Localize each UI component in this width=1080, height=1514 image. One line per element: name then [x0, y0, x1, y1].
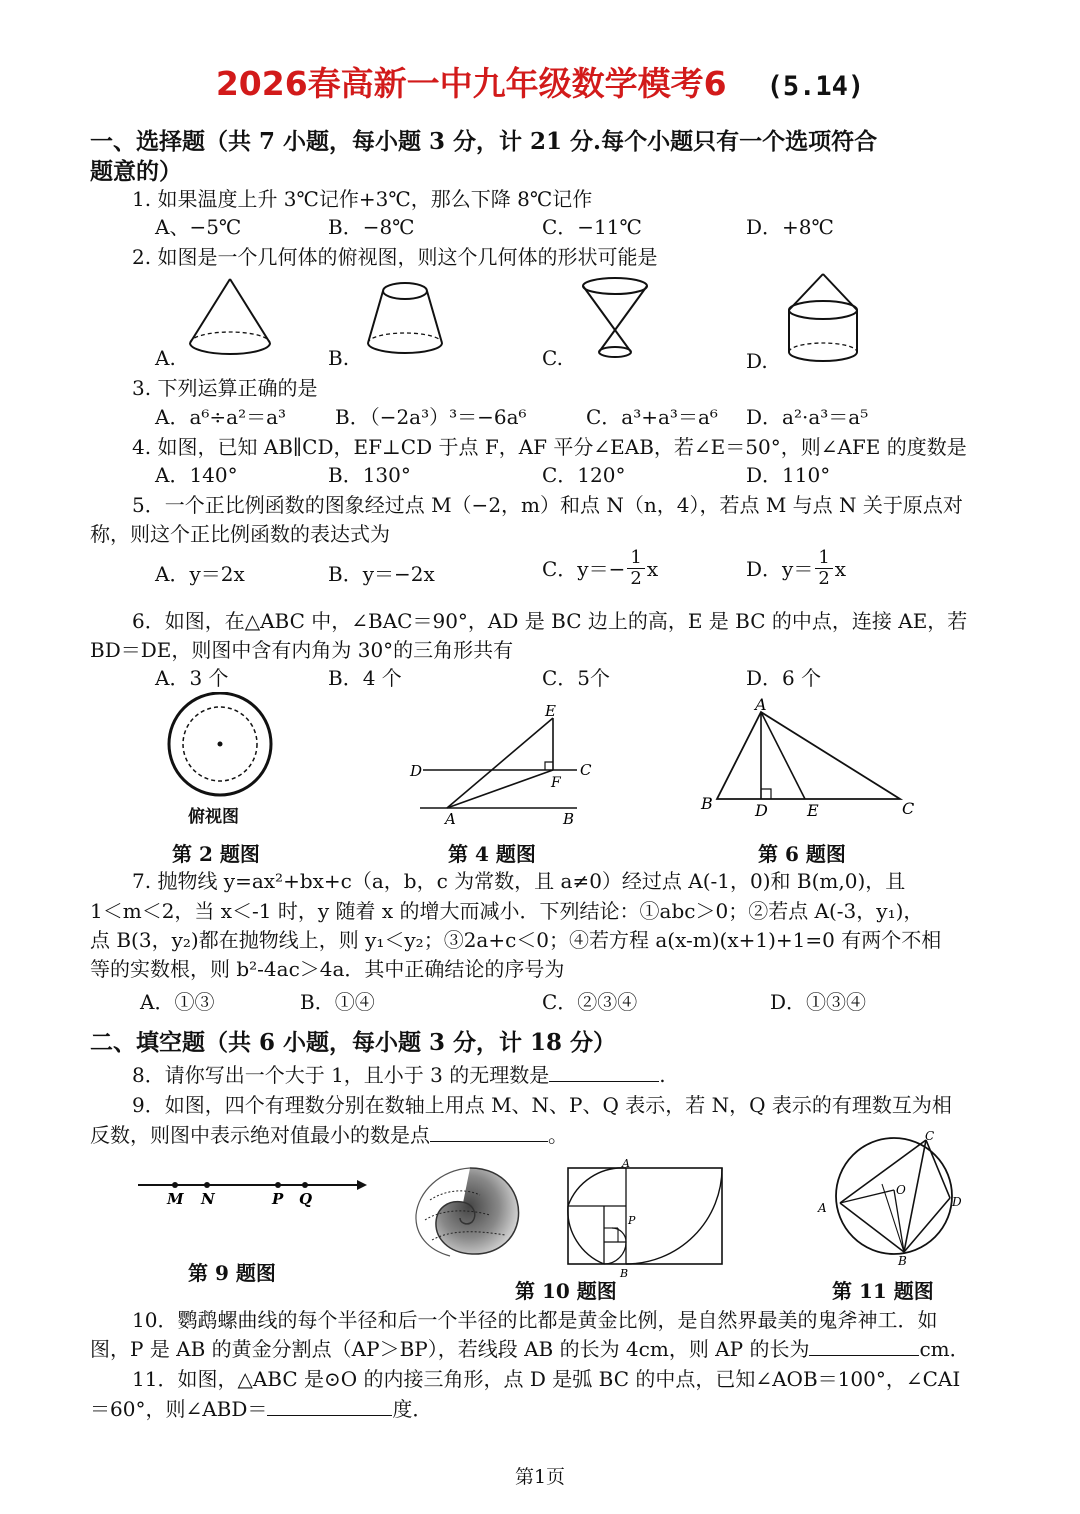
- question-9-end: 。: [548, 1123, 568, 1147]
- fig9-point-label: M: [167, 1190, 184, 1208]
- q4-option-b: B．130°: [328, 463, 411, 487]
- q2-option-b: B.: [328, 346, 350, 370]
- q7-option-d: D．①③④: [770, 990, 867, 1014]
- q5-option-c-text: C．y＝−: [542, 556, 626, 581]
- nautilus-shell-image: [410, 1160, 525, 1260]
- question-4-stem: 4. 如图，已知 AB∥CD，EF⊥CD 于点 F，AF 平分∠EAB，若∠E＝50°，则∠AFE 的度数是: [132, 435, 967, 459]
- fraction-numerator: 1: [815, 548, 832, 569]
- q7-option-c: C．②③④: [542, 990, 638, 1014]
- q2-frustum-figure: [360, 275, 450, 365]
- question-5-stem-cont: 称，则这个正比例函数的表达式为: [90, 522, 390, 546]
- page-number: 第1页: [514, 1466, 566, 1488]
- q9-answer-blank[interactable]: [430, 1121, 548, 1142]
- exam-title: 2026春高新一中九年级数学模考6: [215, 64, 727, 103]
- question-2-stem: 2. 如图是一个几何体的俯视图，则这个几何体的形状可能是: [132, 245, 658, 269]
- q4-option-d: D．110°: [746, 463, 831, 487]
- question-11-end: 度．: [392, 1397, 433, 1421]
- question-6-stem-cont: BD＝DE，则图中含有内角为 30°的三角形共有: [90, 638, 514, 662]
- question-10-stem-cont: 图，P 是 AB 的黄金分割点（AP＞BP），若线段 AB 的长为 4cm，则 AP 的长为: [90, 1337, 810, 1361]
- question-6-stem: 6．如图，在△ABC 中，∠BAC＝90°，AD 是 BC 边上的高，E 是 BC 的中点，连接 AE，若: [132, 609, 968, 633]
- q1-option-a: A、−5℃: [155, 215, 242, 239]
- fig9-point-label: P: [272, 1190, 284, 1208]
- question-9-stem-cont: 反数，则图中表示绝对值最小的数是点: [90, 1123, 430, 1147]
- q4-option-c: C．120°: [542, 463, 626, 487]
- exam-date: (5.14): [766, 71, 865, 102]
- question-10-cont: [90, 1334, 970, 1364]
- q5-option-c: [542, 548, 658, 589]
- q3-option-a: A．a⁶÷a²＝a³: [155, 405, 287, 429]
- question-7-line-4: 等的实数根，则 b²-4ac＞4a．其中正确结论的序号为: [90, 957, 565, 981]
- question-11-stem-cont: ＝60°，则∠ABD＝: [90, 1397, 268, 1421]
- q6-option-d: D．6 个: [746, 666, 822, 690]
- q6-option-c: C．5个: [542, 666, 611, 690]
- fig6-point-label: C: [902, 799, 915, 818]
- question-11-stem: 11．如图，△ABC 是⊙O 的内接三角形，点 D 是弧 BC 的中点，已知∠AOB＝100°，∠CAI: [132, 1367, 961, 1391]
- fig2-top-view: [160, 692, 280, 802]
- section-heading-choice-cont: 题意的）: [90, 158, 182, 185]
- q6-option-b: B．4 个: [328, 666, 402, 690]
- q7-option-b: B．①④: [300, 990, 375, 1014]
- fig10-caption: 第 10 题图: [515, 1279, 617, 1303]
- q1-option-c: C．−11℃: [542, 215, 642, 239]
- fraction-numerator: 1: [627, 548, 644, 569]
- fig10-point-label: B: [620, 1267, 629, 1280]
- fig9-point-label: N: [201, 1190, 215, 1208]
- fig6-point-label: E: [807, 801, 819, 820]
- q5-option-d: [746, 548, 846, 589]
- q2-option-a: A.: [155, 346, 176, 370]
- fig10-point-label: P: [628, 1214, 636, 1227]
- fig6-caption: 第 6 题图: [758, 842, 846, 866]
- question-7-line-3: 点 B(3，y₂)都在抛物线上，则 y₁＜y₂；③2a+c＜0；④若方程 a(x-m)(x+1)+1=0 有两个不相: [90, 928, 942, 952]
- fig10-golden-spiral-figure: [562, 1158, 727, 1283]
- fig4-parallel-lines-figure: [405, 700, 600, 830]
- fig11-point-label: C: [925, 1129, 935, 1143]
- question-1-stem: 1. 如果温度上升 3℃记作+3℃，那么下降 8℃记作: [132, 187, 593, 211]
- fig11-point-label: A: [818, 1201, 827, 1215]
- q2-option-c: C.: [542, 346, 563, 370]
- fig10-point-label: A: [622, 1158, 630, 1170]
- q5-option-b: B．y＝−2x: [328, 562, 435, 586]
- section-heading-fill: 二、填空题（共 6 小题，每小题 3 分，计 18 分）: [90, 1029, 617, 1056]
- fig11-caption: 第 11 题图: [832, 1279, 934, 1303]
- fig6-point-label: A: [755, 695, 767, 714]
- fig2-caption: 第 2 题图: [172, 842, 260, 866]
- q2-cone-on-cylinder-figure: [783, 270, 863, 370]
- question-7-line-2: 1＜m＜2，当 x＜-1 时，y 随着 x 的增大而减小．下列结论：①abc＞0；②若点 A(-3，y₁)，: [90, 899, 924, 923]
- q11-answer-blank[interactable]: [267, 1395, 392, 1416]
- q10-answer-blank[interactable]: [809, 1335, 919, 1356]
- question-9-cont: [90, 1120, 568, 1150]
- q7-option-a: A．①③: [140, 990, 215, 1014]
- q5-option-d-text: D．y＝: [746, 556, 814, 581]
- q2-cone-figure: [180, 275, 280, 365]
- question-9-stem: 9．如图，四个有理数分别在数轴上用点 M、N、P、Q 表示，若 N，Q 表示的有理数互为相: [132, 1093, 952, 1117]
- fig4-point-label: B: [563, 810, 575, 828]
- fig11-point-label: O: [896, 1183, 906, 1197]
- fig9-point-label: Q: [299, 1190, 313, 1208]
- q2-double-cone-figure: [575, 272, 655, 362]
- page-title: [0, 58, 1080, 105]
- fraction-denominator: 2: [630, 568, 642, 589]
- fig4-caption: 第 4 题图: [448, 842, 536, 866]
- q1-option-b: B．−8℃: [328, 215, 415, 239]
- q3-option-d: D．a²·a³＝a⁵: [746, 405, 869, 429]
- fraction-denominator: 2: [818, 568, 830, 589]
- q2-option-d: D.: [746, 349, 768, 373]
- fig4-point-label: D: [410, 762, 423, 780]
- fig4-point-label: C: [580, 761, 592, 779]
- q5-option-a: A．y＝2x: [155, 562, 245, 586]
- fig4-point-label: A: [445, 810, 456, 828]
- fig11-circle-figure: [812, 1128, 972, 1268]
- question-7-line-1: 7. 抛物线 y=ax²+bx+c（a，b，c 为常数，且 a≠0）经过点 A(-1，0)和 B(m,0)，且: [132, 869, 906, 893]
- q5-option-d-fraction: [815, 548, 832, 589]
- fig4-point-label: F: [551, 775, 561, 791]
- q3-option-b: B．（−2a³）³＝−6a⁶: [335, 405, 527, 429]
- fig4-point-label: E: [545, 702, 556, 720]
- q5-option-c-fraction: [627, 548, 644, 589]
- q1-option-d: D．+8℃: [746, 215, 834, 239]
- question-5-stem: 5．一个正比例函数的图象经过点 M（−2，m）和点 N（n，4），若点 M 与点 N 关于原点对: [132, 493, 963, 517]
- fig6-point-label: D: [755, 801, 768, 820]
- q8-answer-blank[interactable]: [549, 1061, 659, 1082]
- fig11-point-label: D: [952, 1195, 962, 1209]
- fig6-triangle-figure: [695, 694, 925, 824]
- fig2-label: 俯视图: [188, 807, 239, 827]
- fraction-variable: x: [834, 556, 847, 581]
- fig6-point-label: B: [701, 794, 713, 813]
- question-8-end: .: [659, 1063, 666, 1087]
- fig11-point-label: B: [898, 1254, 907, 1268]
- section-heading-choice: 一、选择题（共 7 小题，每小题 3 分，计 21 分.每个小题只有一个选项符合: [90, 128, 878, 155]
- q6-option-a: A．3 个: [155, 666, 229, 690]
- question-10-stem: 10．鹦鹉螺曲线的每个半径和后一个半径的比都是黄金比例，是自然界最美的鬼斧神工．如: [132, 1308, 938, 1332]
- q3-option-c: C．a³+a³＝a⁶: [586, 405, 718, 429]
- question-8: [132, 1060, 666, 1090]
- question-10-end: cm．: [919, 1337, 970, 1361]
- question-11-cont: [90, 1394, 432, 1424]
- question-3-stem: 3. 下列运算正确的是: [132, 376, 318, 400]
- fraction-variable: x: [646, 556, 659, 581]
- fig9-number-line: [135, 1170, 370, 1210]
- q4-option-a: A．140°: [155, 463, 238, 487]
- fig9-caption: 第 9 题图: [188, 1261, 276, 1285]
- question-8-stem: 8．请你写出一个大于 1，且小于 3 的无理数是: [132, 1063, 550, 1087]
